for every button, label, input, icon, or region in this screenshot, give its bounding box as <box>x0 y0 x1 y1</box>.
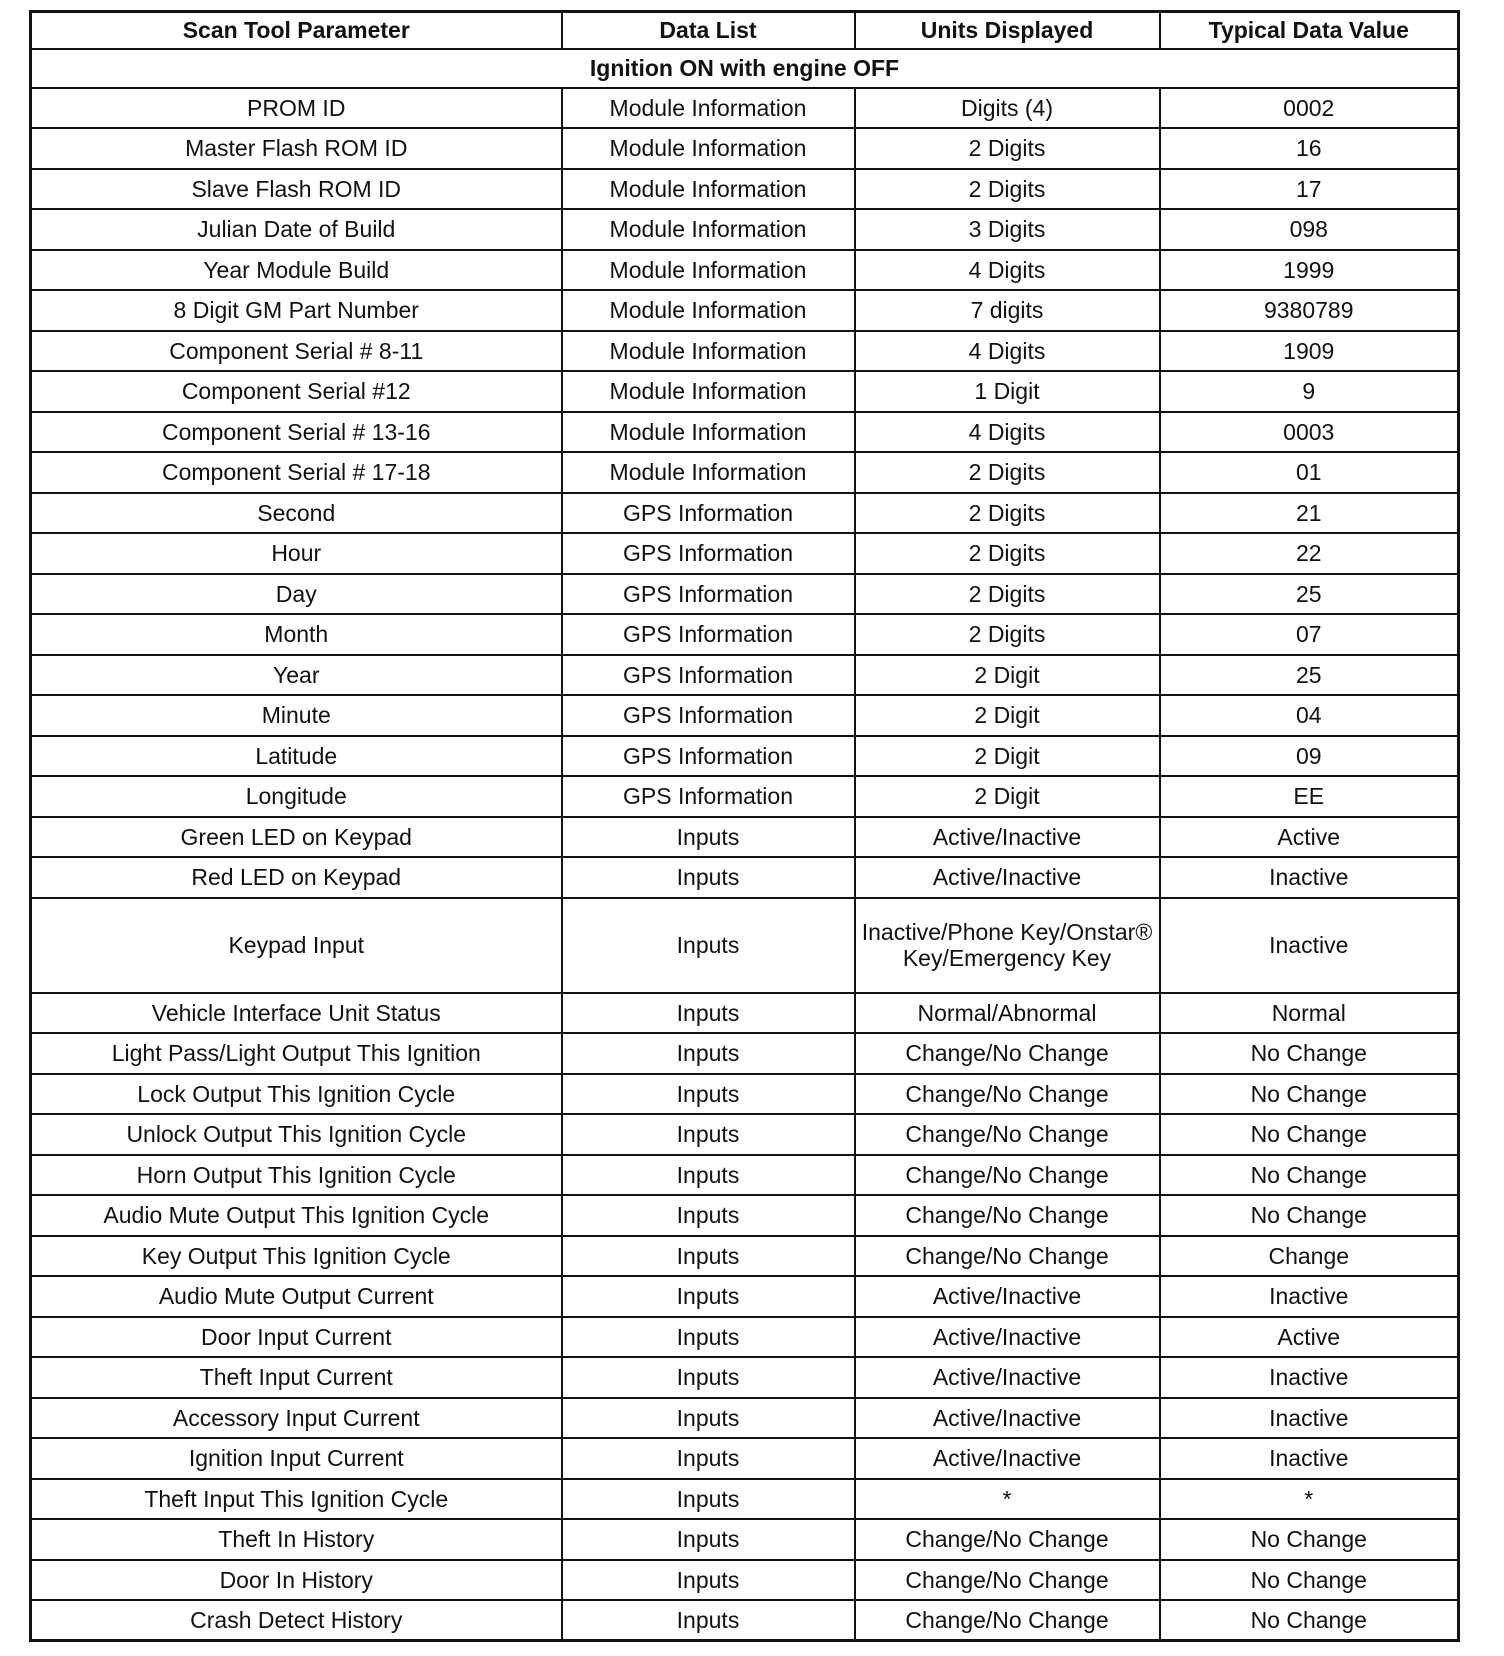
table-row <box>31 290 1459 331</box>
cell-parameter: PROM ID <box>31 88 562 129</box>
cell-units: 4 Digits <box>855 412 1160 453</box>
cell-typical-value: 1999 <box>1160 250 1459 291</box>
table-row <box>31 614 1459 655</box>
table-row <box>31 1398 1459 1439</box>
cell-parameter: Longitude <box>31 776 562 817</box>
cell-data-list: Module Information <box>562 128 855 169</box>
cell-parameter: Year <box>31 655 562 696</box>
table-row <box>31 1195 1459 1236</box>
table-row <box>31 736 1459 777</box>
table-row <box>31 1479 1459 1520</box>
cell-units: Inactive/Phone Key/Onstar® Key/Emergency Key <box>855 898 1160 993</box>
cell-typical-value: 098 <box>1160 209 1459 250</box>
cell-data-list: Inputs <box>562 817 855 858</box>
table-row <box>31 1357 1459 1398</box>
cell-data-list: Inputs <box>562 1114 855 1155</box>
cell-data-list: Inputs <box>562 1317 855 1358</box>
cell-typical-value: 09 <box>1160 736 1459 777</box>
table-row <box>31 1155 1459 1196</box>
table-row <box>31 1438 1459 1479</box>
cell-parameter: Red LED on Keypad <box>31 857 562 898</box>
cell-parameter: Lock Output This Ignition Cycle <box>31 1074 562 1115</box>
cell-units: Active/Inactive <box>855 1317 1160 1358</box>
cell-data-list: Inputs <box>562 898 855 993</box>
cell-data-list: Module Information <box>562 250 855 291</box>
cell-parameter: Component Serial # 8-11 <box>31 331 562 372</box>
cell-units: Change/No Change <box>855 1600 1160 1641</box>
header-typical-data-value: Typical Data Value <box>1160 12 1459 49</box>
table-row <box>31 331 1459 372</box>
cell-data-list: Inputs <box>562 1276 855 1317</box>
cell-parameter: Year Module Build <box>31 250 562 291</box>
cell-parameter: Unlock Output This Ignition Cycle <box>31 1114 562 1155</box>
cell-parameter: Horn Output This Ignition Cycle <box>31 1155 562 1196</box>
cell-data-list: Inputs <box>562 1519 855 1560</box>
cell-data-list: Inputs <box>562 1236 855 1277</box>
cell-typical-value: No Change <box>1160 1195 1459 1236</box>
cell-parameter: Audio Mute Output This Ignition Cycle <box>31 1195 562 1236</box>
table-row <box>31 1033 1459 1074</box>
cell-typical-value: Normal <box>1160 993 1459 1034</box>
cell-typical-value: Inactive <box>1160 857 1459 898</box>
cell-units: Digits (4) <box>855 88 1160 129</box>
cell-units: Change/No Change <box>855 1155 1160 1196</box>
cell-units: Normal/Abnormal <box>855 993 1160 1034</box>
cell-units: * <box>855 1479 1160 1520</box>
table-row <box>31 169 1459 210</box>
cell-parameter: Month <box>31 614 562 655</box>
cell-units: Change/No Change <box>855 1236 1160 1277</box>
cell-data-list: Inputs <box>562 857 855 898</box>
cell-data-list: GPS Information <box>562 695 855 736</box>
cell-parameter: Master Flash ROM ID <box>31 128 562 169</box>
cell-data-list: GPS Information <box>562 574 855 615</box>
cell-data-list: GPS Information <box>562 493 855 534</box>
cell-typical-value: No Change <box>1160 1074 1459 1115</box>
cell-parameter: Accessory Input Current <box>31 1398 562 1439</box>
cell-units: 4 Digits <box>855 250 1160 291</box>
table-row <box>31 695 1459 736</box>
cell-typical-value: Active <box>1160 817 1459 858</box>
cell-parameter: Green LED on Keypad <box>31 817 562 858</box>
cell-data-list: Inputs <box>562 1033 855 1074</box>
cell-typical-value: Active <box>1160 1317 1459 1358</box>
table-row <box>31 574 1459 615</box>
cell-data-list: Module Information <box>562 209 855 250</box>
cell-parameter: Ignition Input Current <box>31 1438 562 1479</box>
cell-units: 2 Digit <box>855 655 1160 696</box>
cell-units: Active/Inactive <box>855 857 1160 898</box>
cell-units: 2 Digits <box>855 452 1160 493</box>
section-row <box>31 49 1459 88</box>
cell-parameter: 8 Digit GM Part Number <box>31 290 562 331</box>
cell-typical-value: Change <box>1160 1236 1459 1277</box>
cell-typical-value: No Change <box>1160 1600 1459 1641</box>
cell-units: Active/Inactive <box>855 1276 1160 1317</box>
cell-typical-value: 17 <box>1160 169 1459 210</box>
cell-data-list: Module Information <box>562 371 855 412</box>
cell-units: 2 Digits <box>855 614 1160 655</box>
table-row <box>31 1317 1459 1358</box>
table-row <box>31 88 1459 129</box>
cell-units: Active/Inactive <box>855 1398 1160 1439</box>
cell-parameter: Component Serial # 17-18 <box>31 452 562 493</box>
cell-units: Change/No Change <box>855 1195 1160 1236</box>
cell-parameter: Theft Input This Ignition Cycle <box>31 1479 562 1520</box>
cell-parameter: Component Serial # 13-16 <box>31 412 562 453</box>
table-row <box>31 655 1459 696</box>
cell-data-list: GPS Information <box>562 614 855 655</box>
cell-typical-value: EE <box>1160 776 1459 817</box>
cell-parameter: Slave Flash ROM ID <box>31 169 562 210</box>
cell-typical-value: 04 <box>1160 695 1459 736</box>
cell-typical-value: 0002 <box>1160 88 1459 129</box>
cell-parameter: Keypad Input <box>31 898 562 993</box>
table-row <box>31 1560 1459 1601</box>
cell-units: Active/Inactive <box>855 817 1160 858</box>
table-row <box>31 1519 1459 1560</box>
cell-data-list: Module Information <box>562 169 855 210</box>
cell-typical-value: 16 <box>1160 128 1459 169</box>
cell-units: 2 Digits <box>855 574 1160 615</box>
cell-units: 2 Digits <box>855 169 1160 210</box>
cell-parameter: Latitude <box>31 736 562 777</box>
cell-data-list: Inputs <box>562 993 855 1034</box>
table-row <box>31 250 1459 291</box>
cell-data-list: Inputs <box>562 1560 855 1601</box>
cell-data-list: GPS Information <box>562 736 855 777</box>
cell-units: Change/No Change <box>855 1560 1160 1601</box>
table-row <box>31 128 1459 169</box>
cell-typical-value: No Change <box>1160 1519 1459 1560</box>
cell-data-list: Inputs <box>562 1600 855 1641</box>
cell-parameter: Theft In History <box>31 1519 562 1560</box>
table-row <box>31 993 1459 1034</box>
header-units-displayed: Units Displayed <box>855 12 1160 49</box>
cell-data-list: Inputs <box>562 1398 855 1439</box>
cell-data-list: Inputs <box>562 1479 855 1520</box>
cell-parameter: Light Pass/Light Output This Ignition <box>31 1033 562 1074</box>
cell-units: 4 Digits <box>855 331 1160 372</box>
table-row <box>31 857 1459 898</box>
cell-units: 2 Digits <box>855 493 1160 534</box>
cell-parameter: Component Serial #12 <box>31 371 562 412</box>
table-row <box>31 1114 1459 1155</box>
cell-typical-value: Inactive <box>1160 1357 1459 1398</box>
table-row <box>31 1074 1459 1115</box>
cell-units: Active/Inactive <box>855 1357 1160 1398</box>
cell-data-list: Inputs <box>562 1195 855 1236</box>
header-data-list: Data List <box>562 12 855 49</box>
cell-units: 1 Digit <box>855 371 1160 412</box>
cell-typical-value: No Change <box>1160 1155 1459 1196</box>
cell-data-list: Module Information <box>562 331 855 372</box>
table-row <box>31 452 1459 493</box>
cell-data-list: Inputs <box>562 1357 855 1398</box>
table-row <box>31 371 1459 412</box>
cell-typical-value: * <box>1160 1479 1459 1520</box>
cell-typical-value: Inactive <box>1160 1276 1459 1317</box>
cell-typical-value: 0003 <box>1160 412 1459 453</box>
cell-data-list: Inputs <box>562 1074 855 1115</box>
cell-data-list: GPS Information <box>562 533 855 574</box>
cell-typical-value: 25 <box>1160 655 1459 696</box>
table-row <box>31 1600 1459 1641</box>
cell-data-list: Inputs <box>562 1155 855 1196</box>
cell-data-list: Module Information <box>562 412 855 453</box>
table-row <box>31 1236 1459 1277</box>
cell-typical-value: 9 <box>1160 371 1459 412</box>
cell-data-list: GPS Information <box>562 776 855 817</box>
cell-units: Change/No Change <box>855 1114 1160 1155</box>
cell-parameter: Second <box>31 493 562 534</box>
cell-typical-value: 07 <box>1160 614 1459 655</box>
cell-typical-value: 21 <box>1160 493 1459 534</box>
cell-parameter: Key Output This Ignition Cycle <box>31 1236 562 1277</box>
header-row <box>31 12 1459 49</box>
table-row <box>31 898 1459 993</box>
cell-data-list: Inputs <box>562 1438 855 1479</box>
cell-parameter: Door In History <box>31 1560 562 1601</box>
cell-parameter: Hour <box>31 533 562 574</box>
scan-tool-data-table <box>29 10 1460 1642</box>
cell-units: 2 Digit <box>855 695 1160 736</box>
cell-parameter: Julian Date of Build <box>31 209 562 250</box>
cell-typical-value: No Change <box>1160 1114 1459 1155</box>
cell-data-list: GPS Information <box>562 655 855 696</box>
cell-units: Change/No Change <box>855 1519 1160 1560</box>
cell-units: 2 Digits <box>855 533 1160 574</box>
cell-units: 2 Digits <box>855 128 1160 169</box>
cell-typical-value: Inactive <box>1160 1438 1459 1479</box>
cell-parameter: Minute <box>31 695 562 736</box>
cell-data-list: Module Information <box>562 290 855 331</box>
cell-data-list: Module Information <box>562 88 855 129</box>
cell-parameter: Crash Detect History <box>31 1600 562 1641</box>
cell-data-list: Module Information <box>562 452 855 493</box>
cell-units: 2 Digit <box>855 736 1160 777</box>
cell-typical-value: 01 <box>1160 452 1459 493</box>
cell-units: 2 Digit <box>855 776 1160 817</box>
cell-parameter: Audio Mute Output Current <box>31 1276 562 1317</box>
table-row <box>31 209 1459 250</box>
cell-typical-value: 25 <box>1160 574 1459 615</box>
cell-typical-value: 9380789 <box>1160 290 1459 331</box>
table-row <box>31 1276 1459 1317</box>
cell-typical-value: 22 <box>1160 533 1459 574</box>
cell-units: 7 digits <box>855 290 1160 331</box>
table-body <box>31 49 1459 1641</box>
cell-parameter: Door Input Current <box>31 1317 562 1358</box>
table-row <box>31 776 1459 817</box>
table-row <box>31 533 1459 574</box>
table-row <box>31 412 1459 453</box>
cell-typical-value: Inactive <box>1160 898 1459 993</box>
cell-typical-value: No Change <box>1160 1033 1459 1074</box>
cell-parameter: Day <box>31 574 562 615</box>
section-label: Ignition ON with engine OFF <box>31 49 1459 88</box>
cell-parameter: Vehicle Interface Unit Status <box>31 993 562 1034</box>
cell-units: Change/No Change <box>855 1033 1160 1074</box>
table-row <box>31 493 1459 534</box>
cell-units: 3 Digits <box>855 209 1160 250</box>
cell-typical-value: 1909 <box>1160 331 1459 372</box>
cell-units: Change/No Change <box>855 1074 1160 1115</box>
cell-parameter: Theft Input Current <box>31 1357 562 1398</box>
cell-units: Active/Inactive <box>855 1438 1160 1479</box>
table-row <box>31 817 1459 858</box>
cell-typical-value: Inactive <box>1160 1398 1459 1439</box>
cell-typical-value: No Change <box>1160 1560 1459 1601</box>
header-scan-tool-parameter: Scan Tool Parameter <box>31 12 562 49</box>
